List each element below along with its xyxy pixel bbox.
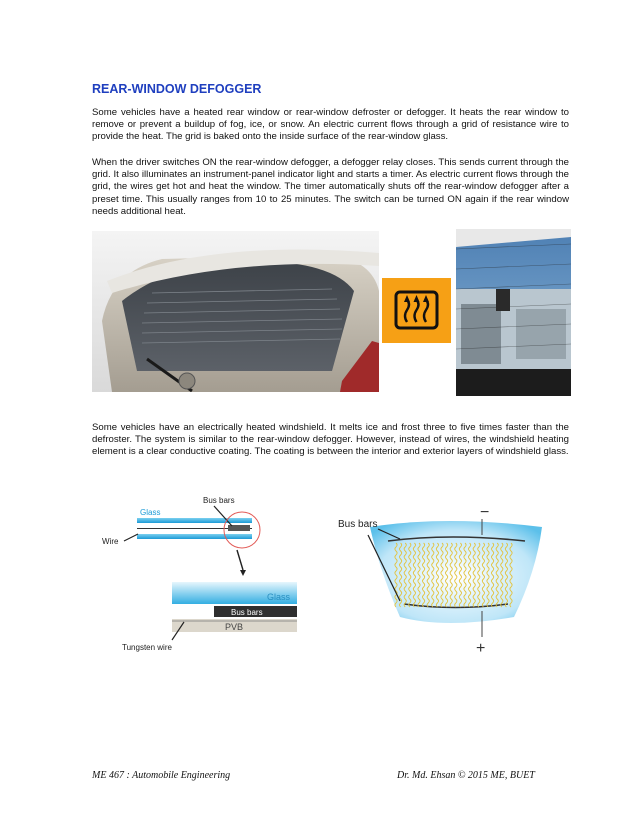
positive-terminal: + xyxy=(476,640,486,657)
bus-bars-label: Bus bars xyxy=(338,519,378,530)
bus-bars-label-detail: Bus bars xyxy=(231,608,263,617)
windshield-paragraph: Some vehicles have an electrically heated windshield. It melts ice and frost three to five times faster than the defroster. The system is similar to the rear-window defogger. However, instead of wires, the windshield heating element is a clear conductive coating. The coating is between the interior and exterior layers of windshield glass. xyxy=(92,422,569,458)
wire-label: Wire xyxy=(102,537,119,546)
glass-label-top: Glass xyxy=(140,508,161,517)
page-title: REAR-WINDOW DEFOGGER xyxy=(92,82,262,96)
rear-defrost-icon xyxy=(382,278,451,343)
footer-author: Dr. Md. Ehsan © 2015 ME, BUET xyxy=(397,770,535,781)
glass-label-detail: Glass xyxy=(267,592,291,602)
glass-layer-outer xyxy=(137,518,252,523)
negative-terminal: − xyxy=(480,504,490,521)
windshield-view-photo xyxy=(456,229,571,396)
intro-paragraph: Some vehicles have a heated rear window or rear-window defroster or defogger. It heats the rear window to remove or prevent a buildup of fog, ice, or snow. An electric current flows through a grid of resistance wire to provide the heat. The grid is baked onto the inside surface of the rear-window glass. xyxy=(92,107,569,143)
bus-bars-label-top: Bus bars xyxy=(203,496,235,505)
footer-course: ME 467 : Automobile Engineering xyxy=(92,770,231,781)
tungsten-wire-label: Tungsten wire xyxy=(122,643,172,652)
car-rear-window-photo xyxy=(92,231,379,392)
glass-layer-inner xyxy=(137,534,252,539)
pvb-label: PVB xyxy=(225,622,244,632)
operation-paragraph: When the driver switches ON the rear-window defogger, a defogger relay closes. This sends current through the grid. It also illuminates an instrument-panel indicator light and starts a timer. As electric current flows through the grid, the wires get hot and heat the window. The timer automatically shuts off the rear-window defogger after a preset time. This usually ranges from 10 to 25 minutes. The switch can be turned ON again if the rear window needs additional heat. xyxy=(92,157,569,217)
wire-arrow xyxy=(124,534,138,541)
glass-cross-section-diagram xyxy=(92,490,317,660)
detail-arrow xyxy=(237,550,243,570)
heated-windshield-diagram xyxy=(330,497,558,659)
